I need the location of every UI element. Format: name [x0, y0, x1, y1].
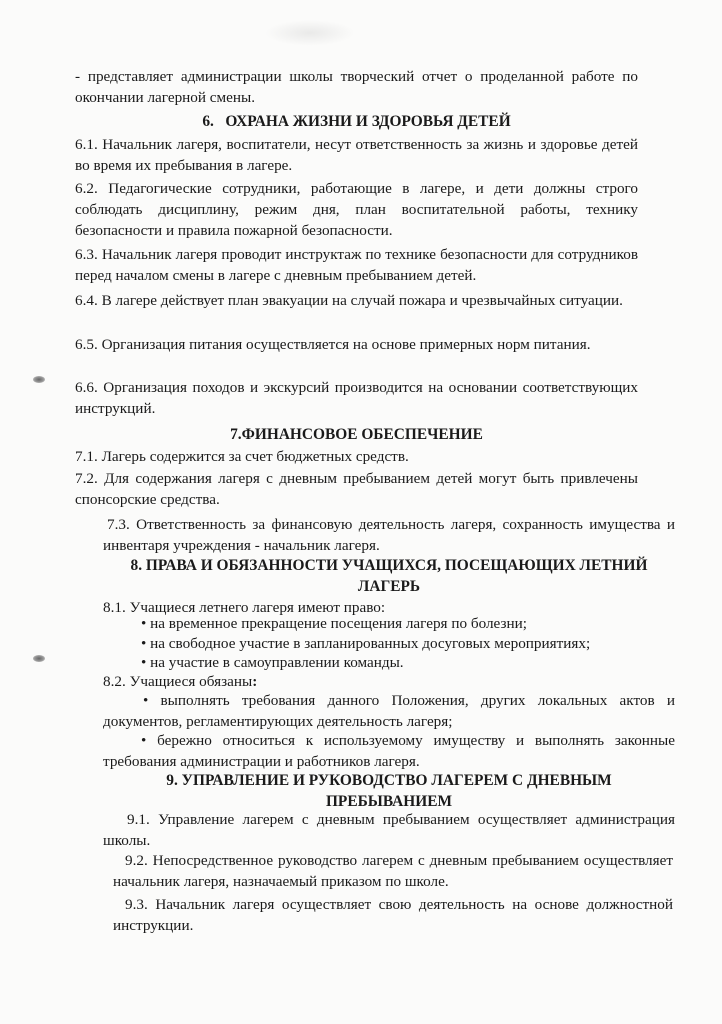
punch-hole-mark: [33, 655, 45, 662]
bullet-8-1-c: • на участие в самоуправлении команды.: [141, 654, 404, 671]
bullet-8-1-b: • на свободное участие в запланированных досуговых мероприятиях;: [141, 635, 591, 652]
paragraph-6-3: 6.3. Начальник лагеря проводит инструктаж по технике безопасности для сотрудников перед началом смены в лагере с дневным пребыванием детей.: [75, 246, 638, 284]
bullet-8-2-a: • выполнять требования данного Положения, других локальных актов и документов, регламентирующих деятельность лагеря;: [103, 692, 675, 730]
section-7-title: 7.ФИНАНСОВОЕ ОБЕСПЕЧЕНИЕ: [230, 426, 483, 443]
scan-smudge: [265, 20, 355, 46]
intro-paragraph: - представляет администрации школы творческий отчет о проделанной работе по окончании лагерной смены.: [75, 68, 638, 106]
paragraph-9-2: 9.2. Непосредственное руководство лагерем с дневным пребыванием осуществляет начальник лагеря, назначаемый приказом по школе.: [113, 852, 673, 890]
paragraph-8-2-text: 8.2. Учащиеся обязаны: [103, 673, 253, 690]
paragraph-8-2-colon: :: [252, 673, 258, 690]
paragraph-6-6: 6.6. Организация походов и экскурсий производится на основании соответствующих инструкций.: [75, 379, 638, 417]
paragraph-9-3: 9.3. Начальник лагеря осуществляет свою деятельность на основе должностной инструкции.: [113, 896, 673, 934]
paragraph-7-3: 7.3. Ответственность за финансовую деятельность лагеря, сохранность имущества и инвентаря учреждения - начальник лагеря.: [103, 516, 675, 554]
paragraph-8-1: 8.1. Учащиеся летнего лагеря имеют право:: [103, 599, 386, 616]
section-6-title: 6. ОХРАНА ЖИЗНИ И ЗДОРОВЬЯ ДЕТЕЙ: [202, 113, 511, 130]
bullet-8-2-b: • бережно относиться к используемому имуществу и выполнять законные требования администрации и работников лагеря.: [103, 732, 675, 770]
paragraph-9-1: 9.1. Управление лагерем с дневным пребыванием осуществляет администрация школы.: [103, 811, 675, 849]
paragraph-6-2: 6.2. Педагогические сотрудники, работающие в лагере, и дети должны строго соблюдать дисциплину, режим дня, план воспитательной работы, технику безопасности и правила пожарной безопасности.: [75, 180, 638, 239]
paragraph-6-1: 6.1. Начальник лагеря, воспитатели, несут ответственность за жизнь и здоровье детей во время их пребывания в лагере.: [75, 136, 638, 174]
section-9-title: 9. УПРАВЛЕНИЕ И РУКОВОДСТВО ЛАГЕРЕМ С ДНЕВНЫМ ПРЕБЫВАНИЕМ: [166, 772, 612, 810]
section-8-title: 8. ПРАВА И ОБЯЗАННОСТИ УЧАЩИХСЯ, ПОСЕЩАЮЩИХ ЛЕТНИЙ ЛАГЕРЬ: [130, 557, 648, 595]
punch-hole-mark: [33, 376, 45, 383]
paragraph-6-5: 6.5. Организация питания осуществляется на основе примерных норм питания.: [75, 336, 591, 353]
paragraph-7-1: 7.1. Лагерь содержится за счет бюджетных средств.: [75, 448, 409, 465]
paragraph-6-4: 6.4. В лагере действует план эвакуации на случай пожара и чрезвычайных ситуации.: [75, 292, 623, 309]
paragraph-7-2: 7.2. Для содержания лагеря с дневным пребыванием детей могут быть привлечены спонсорские средства.: [75, 470, 638, 508]
bullet-8-1-a: • на временное прекращение посещения лагеря по болезни;: [141, 615, 527, 632]
paragraph-8-2: [103, 671, 675, 692]
